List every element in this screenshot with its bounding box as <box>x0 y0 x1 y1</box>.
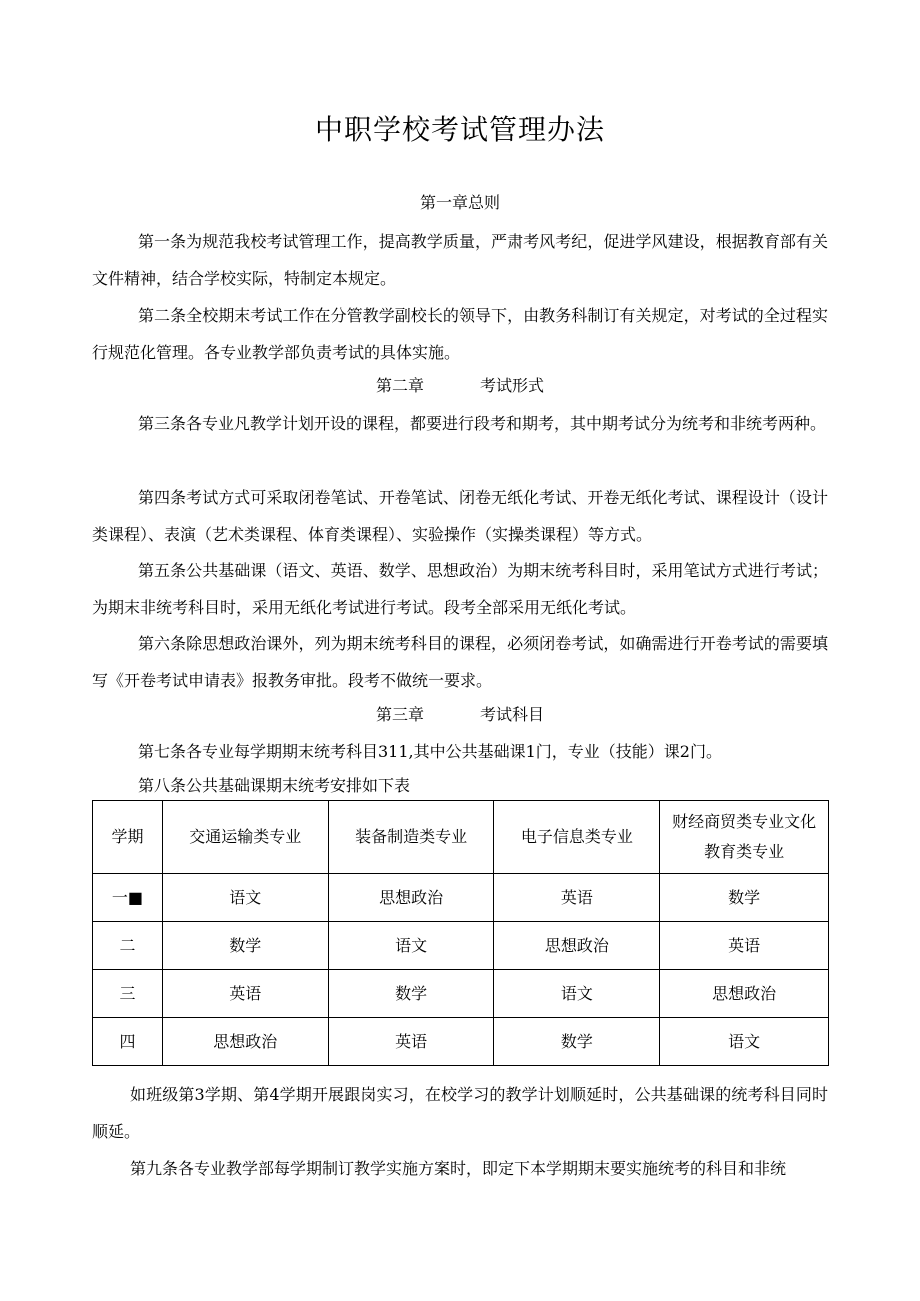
table-cell: 思想政治 <box>660 970 829 1018</box>
table-cell: 数学 <box>494 1018 660 1066</box>
table-row <box>93 922 829 970</box>
article-1: 第一条为规范我校考试管理工作，提高教学质量，严肃考风考纪，促进学风建设，根据教育部有关文件精神，结合学校实际，特制定本规定。 <box>92 232 828 288</box>
chapter-3-number: 第三章 <box>375 705 424 724</box>
header-cell: 财经商贸类专业文化教育类专业 <box>660 801 829 874</box>
article-3: 第三条各专业凡教学计划开设的课程，都要进行段考和期考，其中期考试分为统考和非统考两种。 <box>138 414 827 433</box>
table-cell: 思想政治 <box>328 874 494 922</box>
exam-schedule-table <box>92 800 829 1066</box>
article-8: 第八条公共基础课期末统考安排如下表 <box>138 776 411 795</box>
article-2: 第二条全校期末考试工作在分管教学副校长的领导下，由教务科制订有关规定，对考试的全过程实行规范化管理。各专业教学部负责考试的具体实施。 <box>92 306 828 362</box>
table-cell: 语文 <box>660 1018 829 1066</box>
table-header-row <box>93 801 829 874</box>
table-cell: 三 <box>93 970 163 1018</box>
chapter-2-heading <box>0 374 920 398</box>
table-cell: 思想政治 <box>162 1018 328 1066</box>
table-cell: 语文 <box>494 970 660 1018</box>
table-cell: 英语 <box>162 970 328 1018</box>
table-cell: 四 <box>93 1018 163 1066</box>
table-row <box>93 874 829 922</box>
article-6: 第六条除思想政治课外，列为期末统考科目的课程，必须闭卷考试，如确需进行开卷考试的需要填写《开卷考试申请表》报教务审批。段考不做统一要求。 <box>92 634 828 690</box>
header-cell: 装备制造类专业 <box>328 801 494 874</box>
header-cell: 交通运输类专业 <box>162 801 328 874</box>
table-cell: 二 <box>93 922 163 970</box>
chapter-2-name: 考试形式 <box>480 376 545 395</box>
article-7: 第七条各专业每学期期末统考科目311,其中公共基础课1门，专业（技能）课2门。 <box>138 742 722 761</box>
table-cell: 英语 <box>328 1018 494 1066</box>
table-row <box>93 970 829 1018</box>
table-cell: 思想政治 <box>494 922 660 970</box>
table-cell: 数学 <box>328 970 494 1018</box>
article-4: 第四条考试方式可采取闭卷笔试、开卷笔试、闭卷无纸化考试、开卷无纸化考试、课程设计（设计类课程）、表演（艺术类课程、体育类课程）、实验操作（实操类课程）等方式。 <box>92 488 828 544</box>
header-cell: 学期 <box>93 801 163 874</box>
table-note: 如班级第3学期、第4学期开展跟岗实习，在校学习的教学计划顺延时，公共基础课的统考科目同时顺延。 <box>92 1085 828 1141</box>
table-cell: 语文 <box>328 922 494 970</box>
chapter-3-heading <box>0 703 920 727</box>
chapter-2-number: 第二章 <box>375 376 424 395</box>
table-cell: 数学 <box>660 874 829 922</box>
table-cell: 英语 <box>660 922 829 970</box>
table-row <box>93 1018 829 1066</box>
document-title: 中职学校考试管理办法 <box>314 113 605 146</box>
article-9: 第九条各专业教学部每学期制订教学实施方案时，即定下本学期期末要实施统考的科目和非统 <box>130 1159 787 1178</box>
header-cell: 电子信息类专业 <box>494 801 660 874</box>
table-cell: 英语 <box>494 874 660 922</box>
chapter-1-heading: 第一章总则 <box>419 193 500 212</box>
table-cell: 数学 <box>162 922 328 970</box>
article-5: 第五条公共基础课（语文、英语、数学、思想政治）为期末统考科目时，采用笔试方式进行考试；为期末非统考科目时，采用无纸化考试进行考试。段考全部采用无纸化考试。 <box>92 561 828 617</box>
table-cell: 语文 <box>162 874 328 922</box>
chapter-3-name: 考试科目 <box>480 705 545 724</box>
table-cell: 一■ <box>93 874 163 922</box>
